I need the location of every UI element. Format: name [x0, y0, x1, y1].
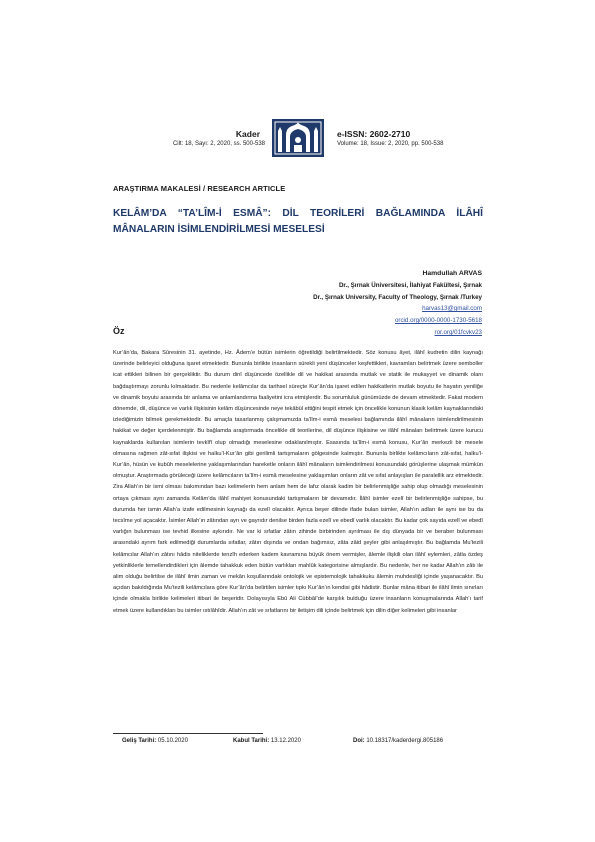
- footer-divider: [113, 733, 263, 734]
- author-block: [313, 268, 482, 339]
- doi-label: Doi:: [353, 738, 365, 744]
- article-type: ARAŞTIRMA MAKALESİ / RESEARCH ARTICLE: [113, 184, 286, 193]
- volume-issue-en: Volume: 18, Issue: 2, 2020, pp. 500-538: [337, 141, 444, 147]
- eissn: e-ISSN: 2602-2710: [337, 129, 411, 139]
- volume-issue-tr: Cilt: 18, Sayı: 2, 2020, ss. 500-538: [172, 141, 265, 147]
- received-label: Geliş Tarihi:: [122, 738, 157, 744]
- journal-logo-icon: [272, 119, 324, 157]
- author-name: Hamdullah ARVAS: [422, 270, 482, 277]
- orcid-link[interactable]: orcid.org/0000-0000-1730-5618: [394, 317, 482, 325]
- received-value: 05.10.2020: [157, 738, 188, 744]
- ror-link[interactable]: ror.org/01fcvkv23: [434, 328, 482, 336]
- article-title: KELÂM’DA “TA’LÎM-İ ESMÂ”: DİL TEORİLERİ BAĞLAMINDA İLÂHÎ MÂNALARIN İSİMLENDİRİLMESİ MESELESİ: [113, 208, 483, 235]
- accepted-date: [233, 738, 301, 744]
- author-email-link[interactable]: harvas13@gmail.com: [422, 305, 482, 313]
- abstract-heading: Öz: [113, 326, 125, 336]
- abstract-text: Kur’ân’da, Bakara Sûresinin 31. ayetinde, Hz. Âdem’e bütün isimlerin öğretildiği belirtilmektedir. Söz konusu âyet, ilâhî kudretin dilin kaynağı üzerinde belirleyici olduğuna işaret etmektedir. Bununla birlikte insanların sürekli yeni düşünceler keşfettikleri, kavramları belirtmek üzere semboller icat ettikleri bilinen bir gerçekliktir. Bu durum dinî düşüncede özellikle dil ve hakikat arasında mutlak ve statik ile mukayyet ve dinamik olanı bağdaştırmayı zorunlu kılmaktadır. Bu nedenle kelâmcılar da tarihsel süreçte Kur’ân’da işaret edilen hakikatlerin mutlak boyutu ile hayatın yeniliğe ve dinamik boyutu arasında bir anlama ve anlamlandırma faaliyetini icra etmişlerdir. Bu sorumluluk günümüzde de devam etmektedir. Fakat modern dönemde, dil, düşünce ve varlık ilişkisinin kelâm düşüncesinde neye tekâbül ettiğini tespit etmek için öncelikle konunun klasik kelâm kaynaklarındaki izlediğimizin bilmek gerekmektedir. Bu amaçla tasarlanmış çalışmamızda ta’lîm-i esmâ meselesi bağlamında ilâhî mânaların isimlendirilmesinin hakikat ve değer içerdelenmiştir. Bu bağlamda araştırmada öncelikle dil teorilerine, dil düşünce ilişkisine ve ilâhî mânaları belirtmek üzere kurucu kaynaklarda kullanılan isimlerin tevkîfî olup olmadığı meselesine odaklanılmıştır. Esasında ta’lîm-i esmâ konusu, Kur’ân merkezli bir mesele olmasına rağmen zât-sıfat ilişkisi ve halku’l-Kur’ân gibi gerilimli tartışmaların gölgesinde kalmıştır. Bununla birlikte kelâmcıların zât-sıfat, halku’l-Kur’ân, hüsün ve kubûh meselelerine yaklaşımlarından hareketle onların ilâhî mânaların isimlendirilmesi konusundaki görüşlerine ulaşmak mümkün olmuştur. Araştırmada görüleceği üzere kelâmcıların ta’lîm-i esmâ meselesine yaklaşımları onların zât ve sıfat anlayışları ile paralellik arz etmektedir. Zira Allah’ın bir ismi olması bakımından bazı kelimelerin hem anlam hem de lafız olarak kadim bir belirlenmişliğe sahip olup olmadığı meselesinin ortaya çıkması aynı zamanda Kelâm’da ilâhî mahiyet konusundaki tartışmaların bir devamıdır. İlâhî isimler ezelî bir belirlenmişliğe sahipse, bu durumda her ismin Allah’a izafe edilmesinin kaynağı da ezelî olacaktır. Ayrıca beşer dilinde ifade bulan isimler, Allah’ın adları ile aynı ise bu da tecsîme yol açacaktır. İsimler Allah’ın zâtından ayrı ve gayrıdır denilse birden fazla ezelî ve ebedî varlık olacaktır. Bu kadar çok sayıda ezelî ve ebedî varlığın bulunması ise tevhid ilkesine aykırıdır. Ne var ki sıfatlar zâtın zihinde birbirinden ayrılması ile dış dünyada bir ve beraber bulunması arasındaki ayrım fark edilmediği durumlarda sıfatlar, zâtın dışında ve ondan bağımsız, zâta zâid şeyler gibi anlaşılmıştır. Bu bağlamda Mu’tezili kelâmcılar Allah’ın zâtını hâdis niteliklerde tenzîh ederken kadem kavramına büyük önem vermişler, âlemle ilişkili olan ilâhî eylemleri, zâtla özdeş yetkinliklerle temellendirdikleri için âlemde tahakkuk eden bütün varlıkları mahlûk kategorisine almışlardır. Bu nedenle, her ne kadar Allah’ın zâtı ile alim olduğu belirtilse de ilâhî ilmin zaman ve mekân koşullarındaki ontolojik ve epistemolojik tahakkuku âlemin muhdesliği içinde yaşanacaktır. Bu açıdan bakıldığında Mu’tezili kelâmcılara göre Kur’ân’da belirtilen isimler tıpkı Kur’ân’ın kendisi gibi hâdistir. Bunlar mâna itibari ile ilâhî ilmin sınırları içinde olmakla birlikte kelimeleri itibari ile beşeridir. Dolayısıyla Ebû Ali Cübbâî’de karşılık bulduğu üzere insanların konuşmalarında Allah’ı tarif etmek üzere kullandıkları bu isimler ıstılâhîdir. Allah’ın zât ve sıfatlarını bir iletişim dili içinde belirtmek için dilin diğer kelimeleri gibi insanlar: [113, 350, 483, 614]
- accepted-value: 13.12.2020: [270, 738, 301, 744]
- doi-value[interactable]: 10.18317/kaderdergi.805186: [366, 738, 444, 744]
- received-date: [122, 738, 188, 744]
- affiliation-tr: Dr., Şırnak Üniversitesi, İlahiyat Fakültesi, Şırnak: [338, 281, 482, 289]
- accepted-label: Kabul Tarihi:: [233, 738, 270, 744]
- doi: [353, 738, 443, 744]
- affiliation-en: Dr., Şırnak University, Faculty of Theology, Şırnak /Turkey: [313, 293, 482, 301]
